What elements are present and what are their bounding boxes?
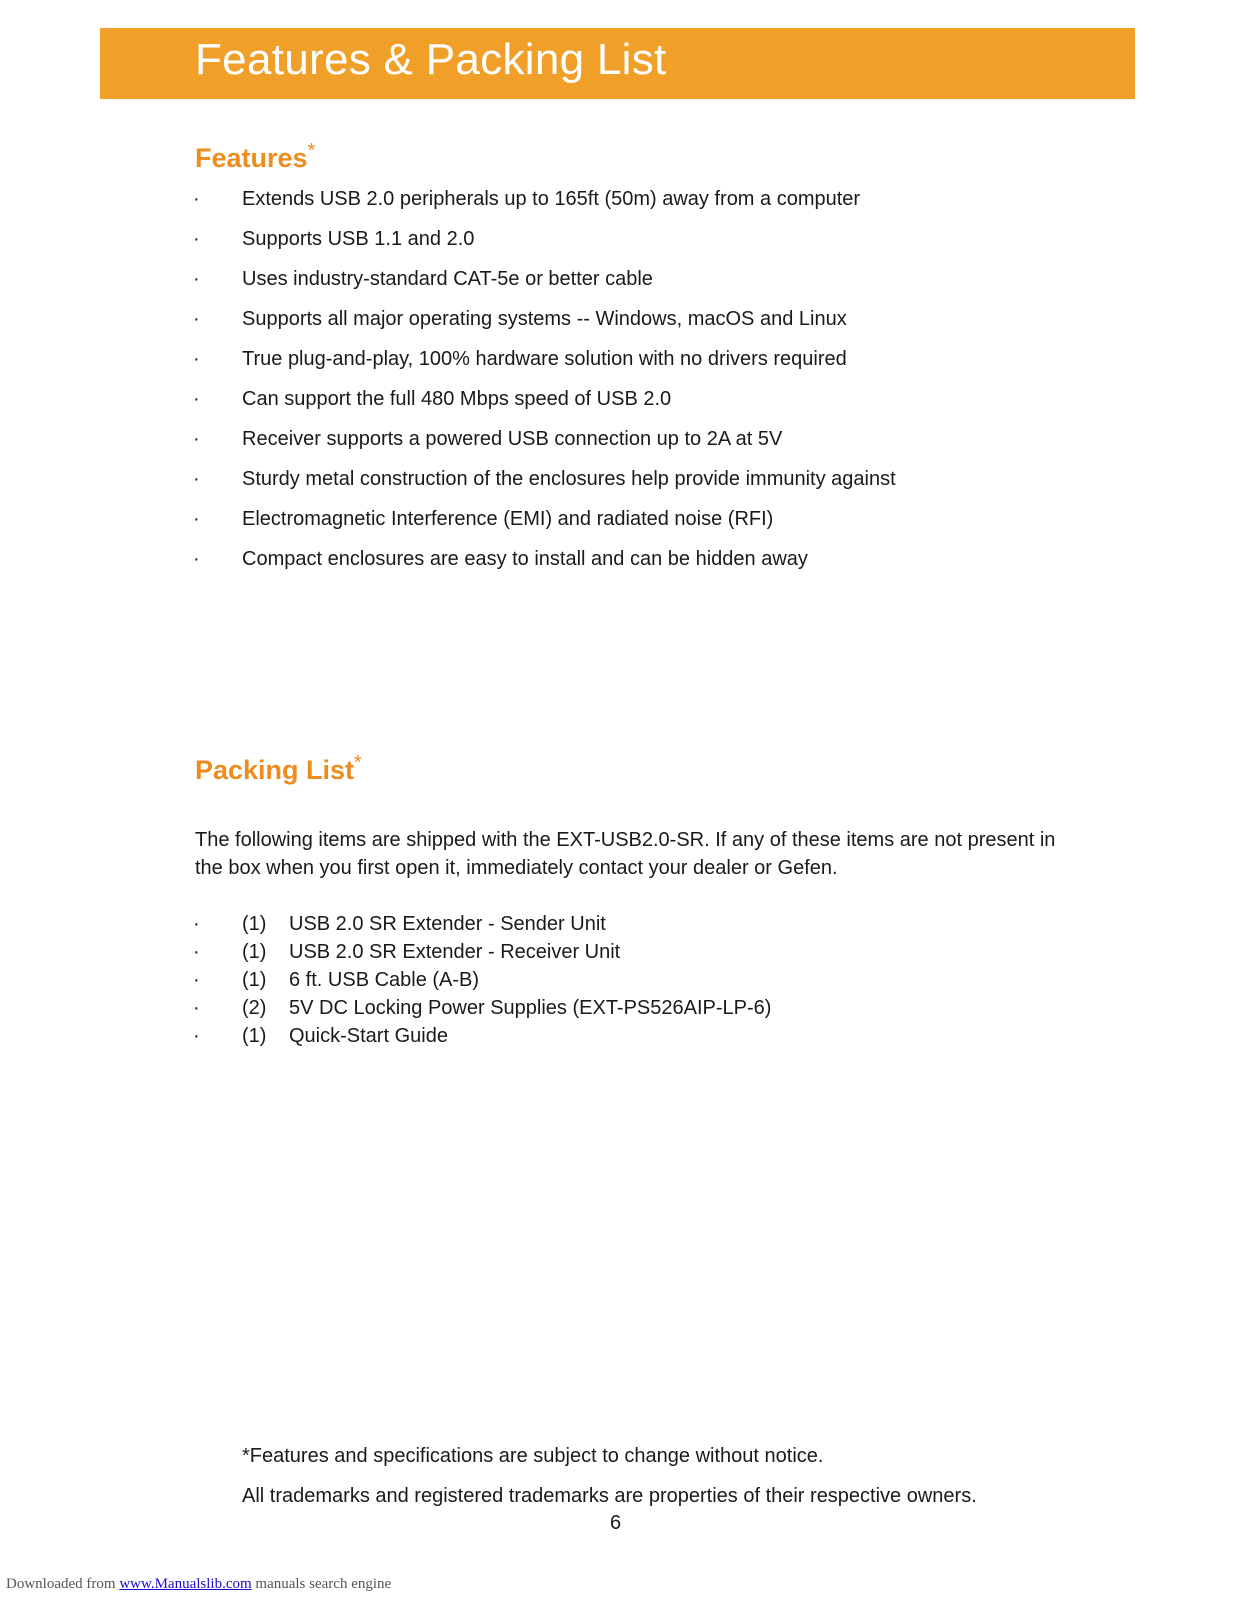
feature-text: True plug-and-play, 100% hardware solution with no drivers required [242,348,847,370]
bullet: · [193,913,200,935]
feature-text: Extends USB 2.0 peripherals up to 165ft (50m) away from a computer [242,188,861,210]
header-banner [100,28,1135,99]
bullet: · [193,997,200,1019]
bullet: · [193,188,200,210]
bullet: · [193,548,200,570]
feature-text: Uses industry-standard CAT-5e or better cable [242,268,653,290]
item-quantity: (1) [242,941,267,963]
features-asterisk: * [307,140,316,162]
features-heading-text: Features [195,143,308,173]
feature-text: Supports USB 1.1 and 2.0 [242,228,475,250]
bullet: · [193,428,200,450]
bullet: · [193,388,200,410]
feature-text: Receiver supports a powered USB connection up to 2A at 5V [242,428,783,450]
feature-text: Electromagnetic Interference (EMI) and radiated noise (RFI) [242,508,774,530]
bullet: · [193,228,200,250]
download-footer [6,1576,391,1593]
page-title: Features & Packing List [195,35,667,84]
bullet: · [193,1025,200,1047]
item-quantity: (1) [242,1025,267,1047]
bullet: · [193,348,200,370]
item-text: Quick-Start Guide [289,1025,448,1047]
features-heading [195,140,316,174]
item-quantity: (2) [242,997,267,1019]
bullet: · [193,468,200,490]
bullet: · [193,268,200,290]
footer-prefix: Downloaded from [6,1576,120,1592]
item-quantity: (1) [242,913,267,935]
feature-text: Sturdy metal construction of the enclosures help provide immunity against [242,468,896,490]
bullet: · [193,969,200,991]
page-number: 6 [610,1512,622,1534]
item-quantity: (1) [242,969,267,991]
bullet: · [193,941,200,963]
feature-text: Compact enclosures are easy to install and can be hidden away [242,548,808,570]
item-text: 5V DC Locking Power Supplies (EXT-PS526AIP-LP-6) [289,997,772,1019]
footer-suffix: manuals search engine [251,1576,392,1592]
packing-list-heading [195,752,362,786]
bullet: · [193,508,200,530]
manualslib-link[interactable]: www.Manualslib.com [119,1576,252,1592]
feature-text: Supports all major operating systems -- Windows, macOS and Linux [242,308,847,330]
specs-disclaimer: *Features and specifications are subject to change without notice. [242,1445,824,1467]
packing-asterisk: * [354,752,362,774]
item-text: USB 2.0 SR Extender - Receiver Unit [289,941,621,963]
packing-heading-text: Packing List [195,755,355,785]
trademark-notice: All trademarks and registered trademarks are properties of their respective owners. [242,1485,977,1507]
item-text: 6 ft. USB Cable (A-B) [289,969,480,991]
packing-intro: The following items are shipped with the EXT-USB2.0-SR. If any of these items are not present in the box when you first open it, immediately contact your dealer or Gefen. [195,829,1056,879]
item-text: USB 2.0 SR Extender - Sender Unit [289,913,606,935]
feature-text: Can support the full 480 Mbps speed of USB 2.0 [242,388,672,410]
bullet: · [193,308,200,330]
